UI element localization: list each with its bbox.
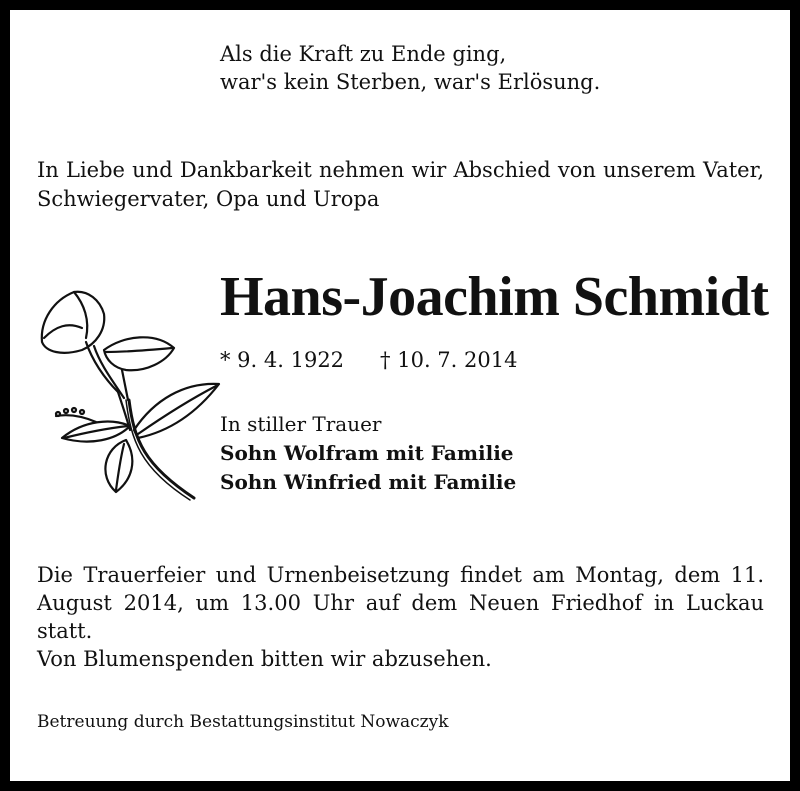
life-dates <box>220 346 517 374</box>
quote-line-1: Als die Kraft zu Ende ging, <box>220 42 507 66</box>
calla-lily-icon <box>34 280 224 515</box>
mourning-heading: In stiller Trauer <box>220 412 382 436</box>
obituary-notice <box>10 10 790 781</box>
quote <box>220 40 600 96</box>
birth-date: * 9. 4. 1922 <box>220 348 345 372</box>
ceremony-info <box>37 561 764 673</box>
funeral-service-credit: Betreuung durch Bestattungsinstitut Nowaczyk <box>37 712 449 732</box>
intro-text: In Liebe und Dankbarkeit nehmen wir Abschied von unserem Vater, Schwiegervater, Opa und Uropa <box>37 158 764 211</box>
flower-note: Von Blumenspenden bitten wir abzusehen. <box>37 647 492 671</box>
ceremony-paragraph: Die Trauerfeier und Urnenbeisetzung findet am Montag, dem 11. August 2014, um 13.00 Uhr auf dem Neuen Friedhof in Luckau statt. <box>37 563 764 643</box>
family-member: Sohn Winfried mit Familie <box>220 470 517 494</box>
death-date: † 10. 7. 2014 <box>380 348 518 372</box>
family-member: Sohn Wolfram mit Familie <box>220 441 514 465</box>
quote-line-2: war's kein Sterben, war's Erlösung. <box>220 70 601 94</box>
mourning-block <box>220 410 516 497</box>
deceased-name: Hans-Joachim Schmidt <box>220 266 769 328</box>
